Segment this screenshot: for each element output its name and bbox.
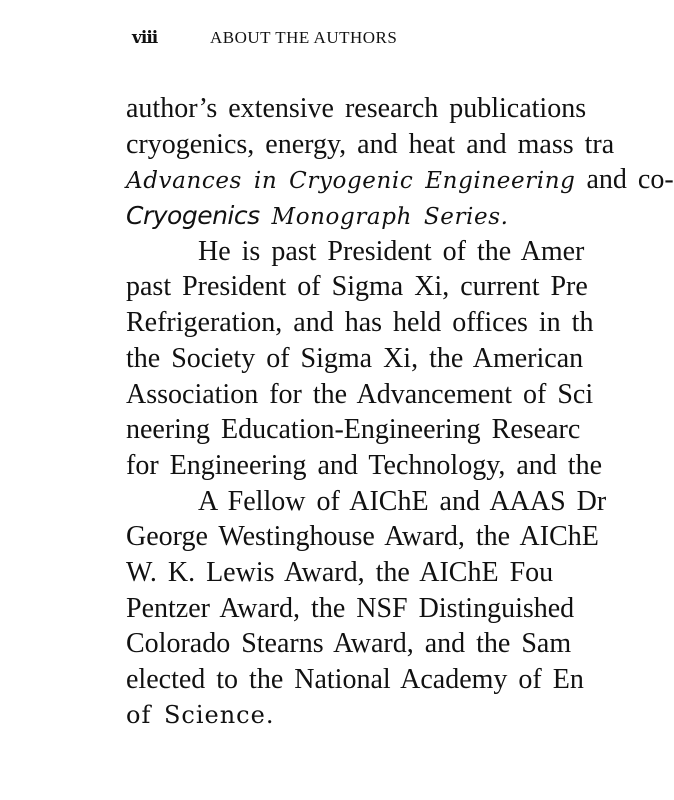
text-line: Association for the Advancement of Sci bbox=[126, 378, 594, 410]
body-text bbox=[126, 91, 674, 733]
text-line: of Science. bbox=[126, 700, 275, 729]
page-number: viii bbox=[132, 28, 158, 48]
text-line: A Fellow of AIChE and AAAS Dr bbox=[198, 485, 607, 517]
running-head: ABOUT THE AUTHORS bbox=[210, 28, 398, 47]
text-line: the Society of Sigma Xi, the American bbox=[126, 342, 584, 374]
series-suffix: Monograph Series. bbox=[259, 204, 509, 231]
series-title: Cryogenics bbox=[126, 201, 260, 231]
text-line: Refrigeration, and has held offices in th bbox=[126, 307, 594, 339]
page-header bbox=[132, 28, 397, 48]
text-line: author’s extensive research publications bbox=[126, 93, 587, 124]
text-line bbox=[126, 198, 654, 234]
text-line: Colorado Stearns Award, and the Sam bbox=[126, 628, 572, 660]
text-fragment: and co- bbox=[575, 164, 674, 196]
text-line: for Engineering and Technology, and the bbox=[126, 449, 603, 481]
text-line: elected to the National Academy of En bbox=[126, 664, 584, 695]
text-line: past President of Sigma Xi, current Pre bbox=[126, 271, 588, 303]
text-line: W. K. Lewis Award, the AIChE Fou bbox=[126, 556, 554, 588]
text-line: He is past President of the Amer bbox=[198, 235, 585, 267]
text-line: neering Education-Engineering Researc bbox=[126, 414, 581, 446]
text-line: Pentzer Award, the NSF Distinguished bbox=[126, 592, 575, 624]
text-line: George Westinghouse Award, the AIChE bbox=[126, 521, 599, 553]
text-line: cryogenics, energy, and heat and mass tra bbox=[126, 128, 615, 160]
text-line bbox=[126, 162, 674, 198]
journal-title: Advances in Cryogenic Engineering bbox=[126, 168, 576, 195]
